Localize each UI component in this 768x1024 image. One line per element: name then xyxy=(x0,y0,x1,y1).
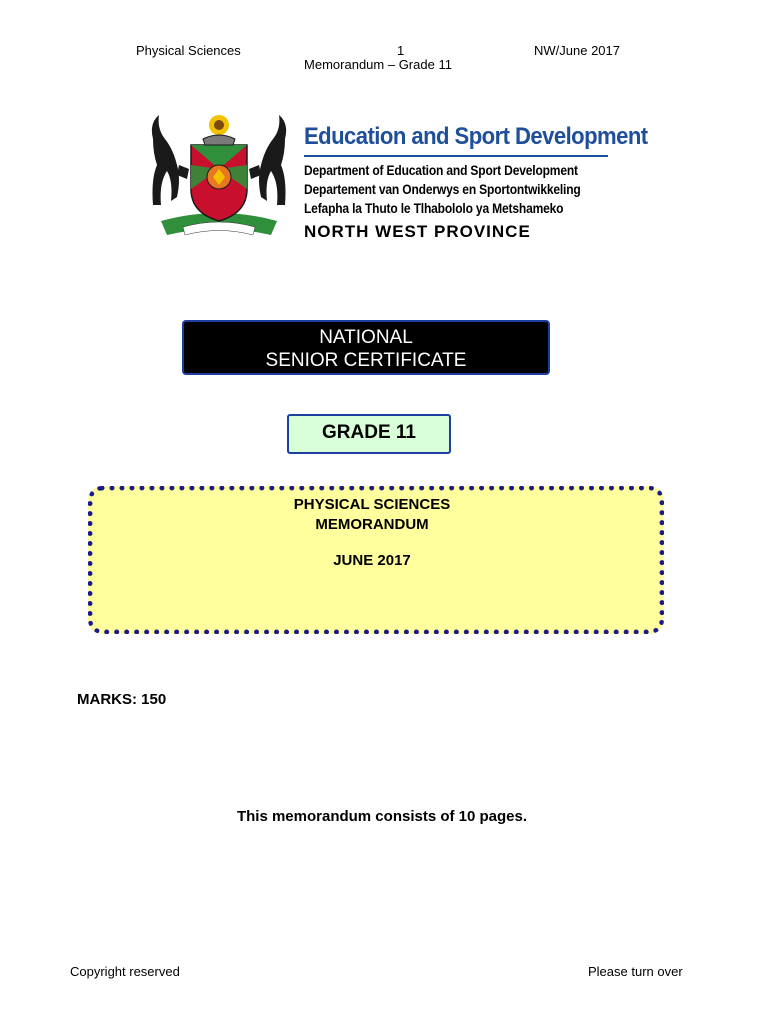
department-block xyxy=(304,122,648,242)
page-count-note: This memorandum consists of 10 pages. xyxy=(236,808,528,825)
department-divider xyxy=(304,155,608,157)
header-page-number: 1 xyxy=(397,43,405,58)
memo-date: JUNE 2017 xyxy=(333,552,411,569)
province-name: NORTH WEST PROVINCE xyxy=(304,222,531,241)
memo-subject: PHYSICAL SCIENCES xyxy=(293,496,451,513)
footer-turn-over: Please turn over xyxy=(588,964,683,979)
certificate-line-1: NATIONAL xyxy=(319,327,413,348)
certificate-line-2: SENIOR CERTIFICATE xyxy=(265,350,467,371)
memo-title-box xyxy=(88,486,664,634)
header-subject: Physical Sciences xyxy=(136,43,241,58)
certificate-banner xyxy=(182,320,550,375)
header-subtitle: Memorandum – Grade 11 xyxy=(304,57,452,72)
footer-copyright: Copyright reserved xyxy=(70,964,180,979)
department-title: Education and Sport Development xyxy=(304,123,648,150)
memo-type: MEMORANDUM xyxy=(315,516,429,533)
department-name-english: Department of Education and Sport Development xyxy=(304,162,578,178)
department-name-afrikaans: Departement van Onderwys en Sportontwikkeling xyxy=(304,181,581,197)
department-name-setswana: Lefapha la Thuto le Tlhabololo ya Metshameko xyxy=(304,200,564,216)
header-date: NW/June 2017 xyxy=(534,43,620,58)
north-west-coat-of-arms-icon xyxy=(143,109,295,244)
total-marks: MARKS: 150 xyxy=(77,691,167,708)
grade-badge: GRADE 11 xyxy=(287,414,451,454)
